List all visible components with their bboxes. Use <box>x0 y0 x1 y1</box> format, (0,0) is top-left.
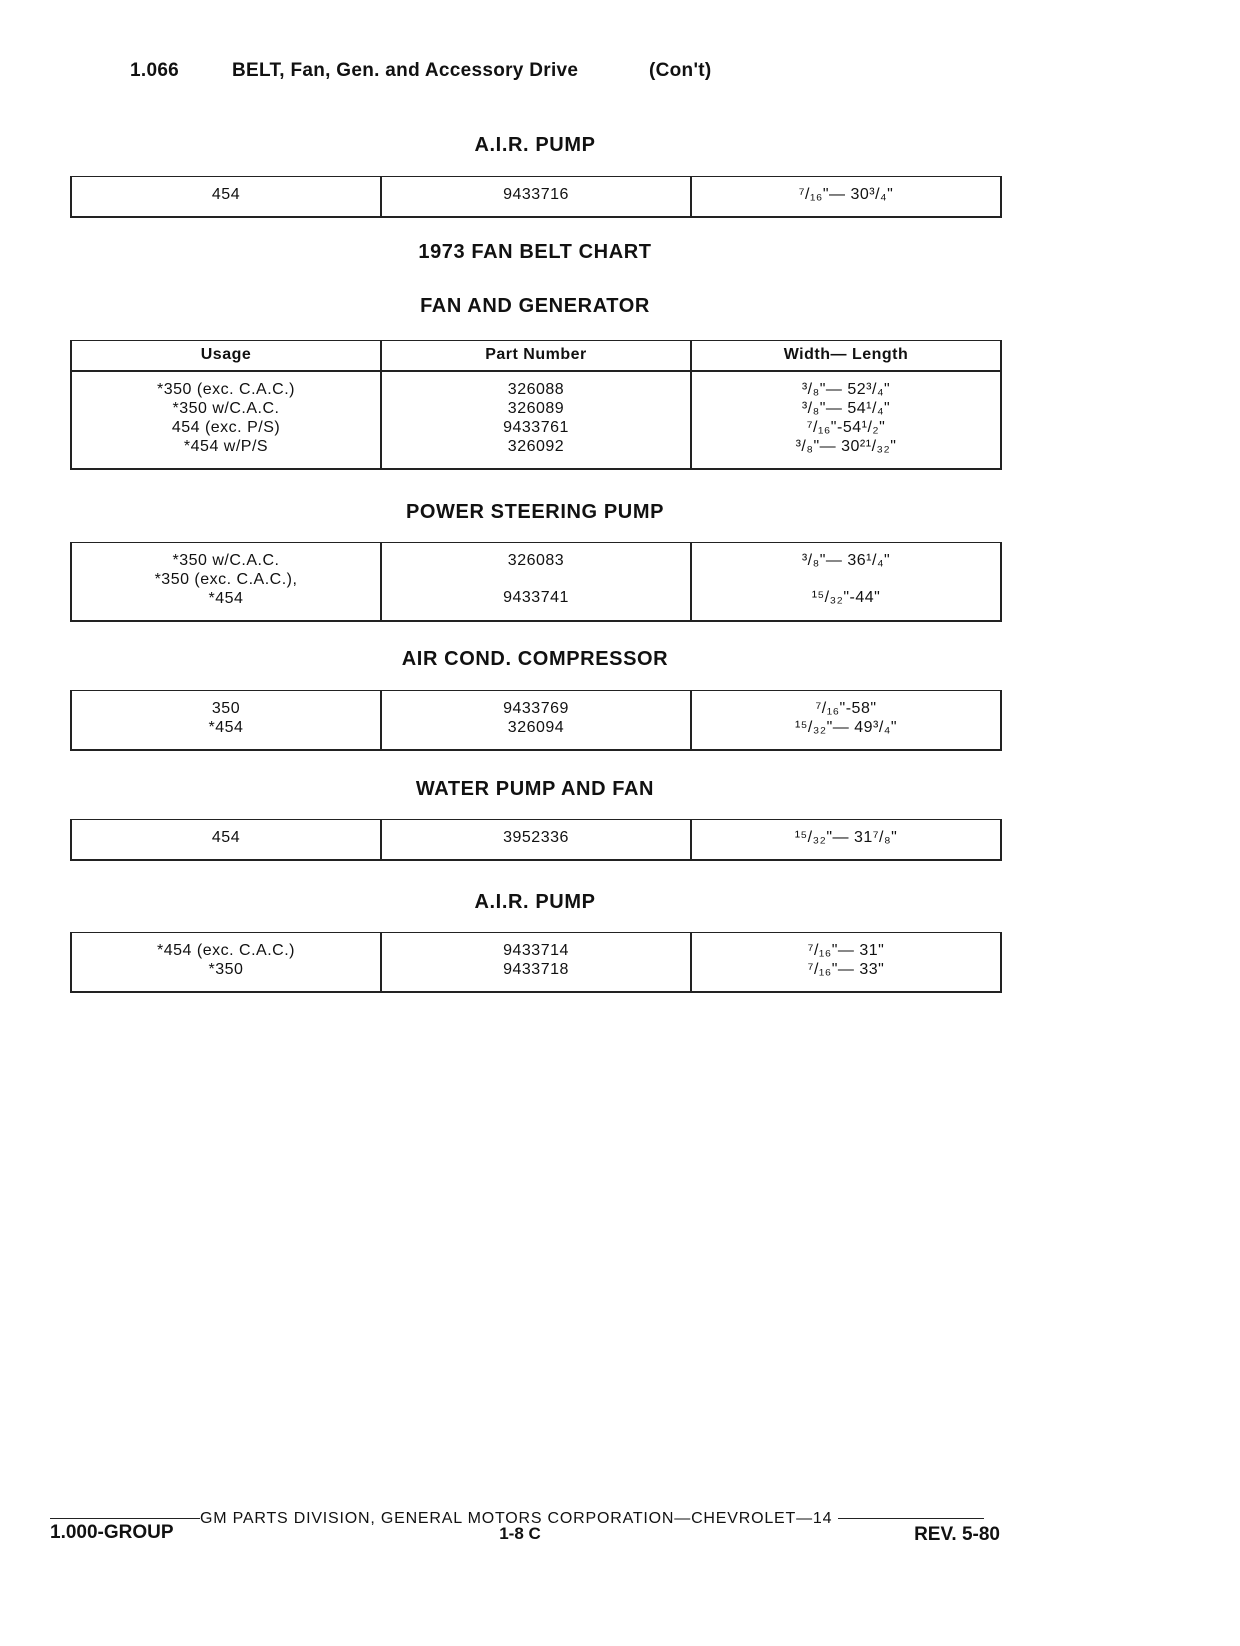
part-number: 3952336 <box>503 829 569 846</box>
footer-rule-left <box>50 1518 200 1519</box>
footer-page-number: 1-8 C <box>499 1524 541 1543</box>
page-header <box>130 60 712 82</box>
size-cell <box>691 543 1001 622</box>
usage-line: *350 (exc. C.A.C.) <box>157 381 295 398</box>
continued-label: (Con't) <box>649 60 712 81</box>
water-pump-title: WATER PUMP AND FAN <box>415 778 655 800</box>
table-row <box>71 371 1001 469</box>
usage-line: 454 <box>211 829 241 846</box>
part-number: 9433769 <box>503 700 569 717</box>
bottom-air-pump-table <box>70 932 1002 993</box>
usage-cell <box>71 177 381 218</box>
usage-header: Usage <box>71 341 381 372</box>
belt-size: ³/₈"— 30²¹/₃₂" <box>795 438 897 455</box>
usage-line: *350 w/C.A.C. <box>172 552 280 569</box>
belt-size: ³/₈"— 36¹/₄" <box>801 552 891 569</box>
bottom-air-pump-title: A.I.R. PUMP <box>474 891 596 913</box>
table-row <box>71 543 1001 622</box>
usage-line: 350 <box>211 700 241 717</box>
belt-size: ¹⁵/₃₂"-44" <box>811 589 881 606</box>
air-cond-table <box>70 690 1002 751</box>
belt-size: ¹⁵/₃₂"— 49³/₄" <box>794 719 898 736</box>
part-number: 9433714 <box>503 942 569 959</box>
chart-title: 1973 FAN BELT CHART <box>418 241 652 263</box>
usage-line: 454 <box>211 186 241 203</box>
size-cell <box>691 691 1001 751</box>
belt-size: ¹⁵/₃₂"— 31⁷/₈" <box>794 829 898 846</box>
usage-line: *454 <box>208 719 244 736</box>
size-cell <box>691 933 1001 993</box>
air-cond-title: AIR COND. COMPRESSOR <box>401 648 669 670</box>
usage-cell <box>71 543 381 622</box>
table-row <box>71 177 1001 218</box>
usage-line: 454 (exc. P/S) <box>171 419 281 436</box>
usage-cell <box>71 933 381 993</box>
size-header: Width— Length <box>691 341 1001 372</box>
usage-cell <box>71 691 381 751</box>
publisher-text: GM PARTS DIVISION, GENERAL MOTORS CORPORATION—CHEVROLET—14 <box>200 1510 833 1527</box>
part-number-cell <box>381 691 691 751</box>
belt-size: ³/₈"— 52³/₄" <box>801 381 891 398</box>
top-air-pump-table <box>70 176 1002 218</box>
part-number-cell <box>381 177 691 218</box>
section-title: BELT, Fan, Gen. and Accessory Drive <box>232 60 579 81</box>
part-number: 9433716 <box>503 186 569 203</box>
fan-generator-title: FAN AND GENERATOR <box>420 295 650 317</box>
power-steering-table <box>70 542 1002 622</box>
fan-generator-table <box>70 340 1002 470</box>
part-number: 326083 <box>507 552 565 569</box>
belt-size: ⁷/₁₆"— 30³/₄" <box>798 186 894 203</box>
part-number: 326094 <box>507 719 565 736</box>
part-number-cell <box>381 371 691 469</box>
part-number: 9433718 <box>503 961 569 978</box>
belt-size: ⁷/₁₆"— 33" <box>807 961 885 978</box>
table-header-row <box>71 341 1001 372</box>
belt-size: ⁷/₁₆"— 31" <box>807 942 885 959</box>
usage-line: *454 w/P/S <box>183 438 269 455</box>
belt-size: ⁷/₁₆"-54¹/₂" <box>806 419 886 436</box>
part-number: 9433761 <box>503 419 569 436</box>
belt-size: ⁷/₁₆"-58" <box>815 700 877 717</box>
part-number: 9433741 <box>503 589 569 606</box>
usage-line: *350 (exc. C.A.C.), <box>154 571 298 588</box>
water-pump-table <box>70 819 1002 861</box>
part-number-cell <box>381 820 691 861</box>
power-steering-title: POWER STEERING PUMP <box>405 501 665 523</box>
section-number: 1.066 <box>130 60 180 81</box>
top-air-pump-title: A.I.R. PUMP <box>474 134 596 156</box>
belt-size: ³/₈"— 54¹/₄" <box>801 400 891 417</box>
part-number-cell <box>381 933 691 993</box>
usage-cell <box>71 371 381 469</box>
usage-line: *454 (exc. C.A.C.) <box>157 942 295 959</box>
footer-revision: REV. 5-80 <box>914 1524 1000 1545</box>
part-number-header: Part Number <box>381 341 691 372</box>
table-row <box>71 933 1001 993</box>
footer-group: 1.000-GROUP <box>50 1522 174 1543</box>
usage-line: *454 <box>208 590 244 607</box>
table-row <box>71 691 1001 751</box>
size-cell <box>691 371 1001 469</box>
footer-rule-right <box>838 1518 984 1519</box>
line-gap <box>386 570 686 588</box>
size-cell <box>691 177 1001 218</box>
table-row <box>71 820 1001 861</box>
line-gap <box>696 570 996 588</box>
part-number: 326092 <box>507 438 565 455</box>
part-number-cell <box>381 543 691 622</box>
usage-line: *350 <box>208 961 244 978</box>
part-number: 326089 <box>507 400 565 417</box>
part-number: 326088 <box>507 381 565 398</box>
size-cell <box>691 820 1001 861</box>
usage-line: *350 w/C.A.C. <box>172 400 280 417</box>
usage-cell <box>71 820 381 861</box>
